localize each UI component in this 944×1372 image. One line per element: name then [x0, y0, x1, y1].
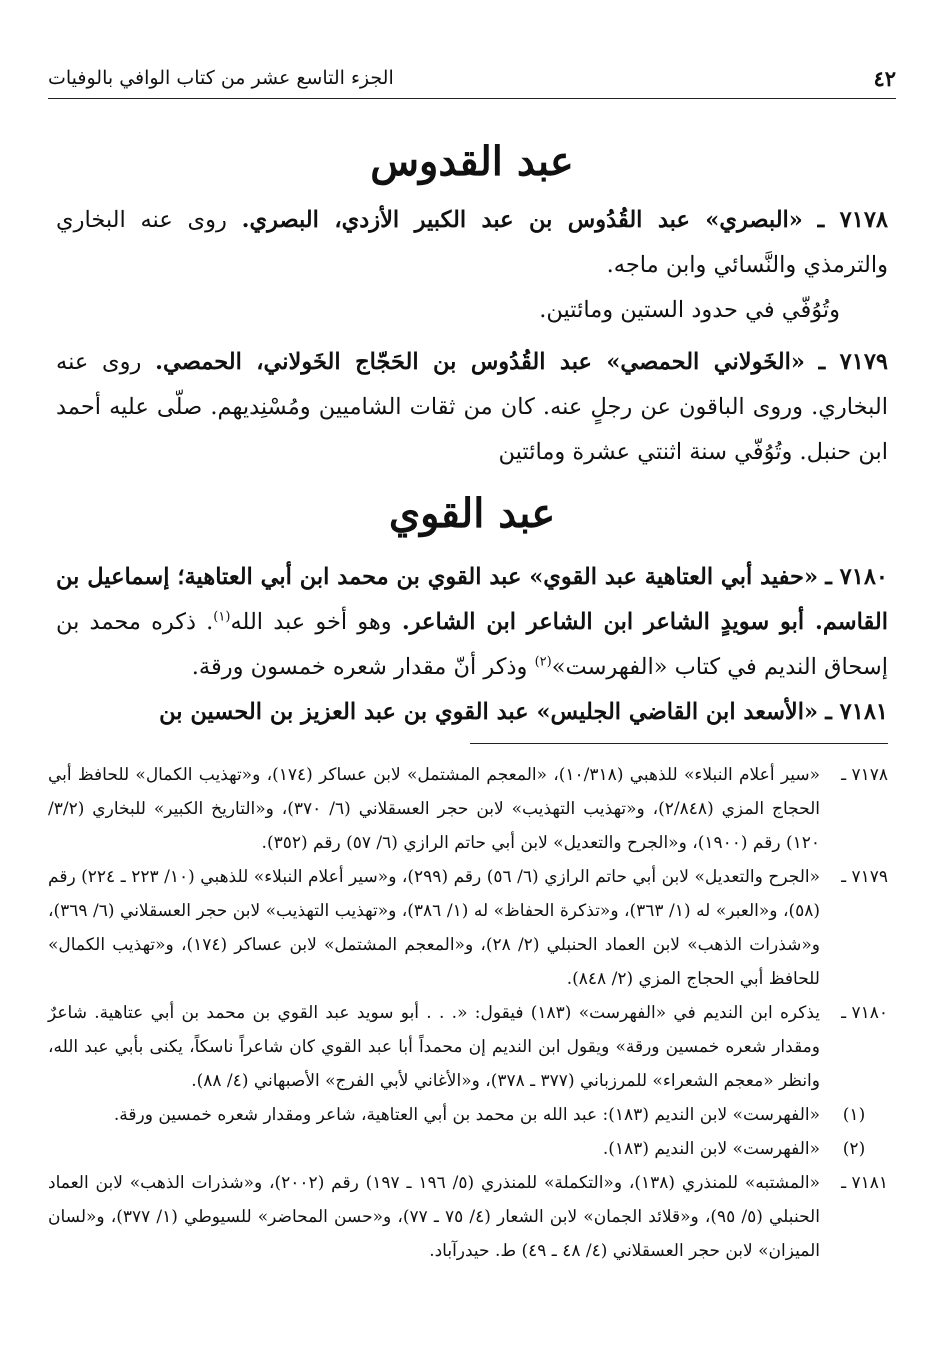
footnote-ref-2[interactable]: (٢): [534, 654, 552, 670]
entry-7181: [56, 690, 888, 735]
note-text: «المشتبه» للمنذري (١٣٨)، و«التكملة» للمنذري (٥/ ١٩٦ ـ ١٩٧) رقم (٢٠٠٢)، و«شذرات الذهب» لابن العماد الحنبلي (٥/ ٩٥)، و«قلائد الجمان» لابن الشعار (٤/ ٧٥ ـ ٧٧)، و«حسن المحاضر» للسيوطي (١/ ٣٧٧)، و«لسان الميزان» لابن حجر العسقلاني (٤/ ٤٨ ـ ٤٩) ط. حيدرآباد.: [48, 1173, 821, 1261]
entry-death: وتُوُفّي في حدود الستين ومائتين.: [539, 297, 840, 323]
entry-text: روى عنه البخاري والترمذي والنَّسائي وابن ماجه.: [56, 207, 888, 278]
footnote-1: [48, 1098, 888, 1132]
running-header: [48, 58, 896, 99]
section-heading-abd-al-quddus: عبد القدوس: [370, 138, 574, 185]
entry-name: «الخَولاني الحمصي» عبد القُدُوس بن الحَجّاج الخَولاني، الحمصي.: [155, 349, 805, 375]
header-title: الجزء التاسع عشر من كتاب الوافي بالوفيات: [48, 67, 394, 89]
note-number: ٧١٨٠ ـ: [841, 1003, 888, 1023]
note-7181: [48, 1166, 888, 1268]
entry-number: ٧١٧٨ ـ: [817, 207, 888, 233]
entry-7178: [56, 198, 888, 333]
footnote-text: «الفهرست» لابن النديم (١٨٣): عبد الله بن محمد بن أبي العتاهية، شاعر ومقدار شعره خمسين ورقة.: [113, 1105, 820, 1125]
footnotes-area: [48, 758, 888, 1268]
entry-name: «الأسعد ابن القاضي الجليس» عبد القوي بن عبد العزيز بن الحسين بن: [159, 699, 819, 725]
note-7179: [48, 860, 888, 996]
footnote-ref-1[interactable]: (١): [213, 609, 231, 625]
note-number: ٧١٨١ ـ: [841, 1173, 888, 1193]
note-7178: [48, 758, 888, 860]
entry-text: وهو أخو عبد الله: [230, 609, 392, 635]
entry-text: وذكر أنّ مقدار شعره خمسون ورقة.: [191, 654, 535, 680]
entry-text: روى عنه البخاري. وروى الباقون عن رجلٍ عنه. كان من ثقات الشاميين ومُسْنِديهم. صلّى عليه أحمد ابن حنبل. وتُوُفّي سنة اثنتي عشرة ومائتين: [56, 349, 888, 465]
entry-7180: [56, 555, 888, 690]
entry-number: ٧١٨٠ ـ: [825, 564, 888, 590]
footnote-separator: [470, 743, 888, 744]
footnote-number: (٢): [842, 1139, 866, 1159]
note-number: ٧١٧٨ ـ: [841, 765, 888, 785]
entry-number: ٧١٧٩ ـ: [818, 349, 888, 375]
note-text: «الجرح والتعديل» لابن أبي حاتم الرازي (٦/ ٥٦) رقم (٢٩٩)، و«سير أعلام النبلاء» للذهبي (١٠/ ٢٢٣ ـ ٢٢٤) رقم (٥٨)، و«العبر» له (١/ ٣٦٣)، و«تذكرة الحفاظ» له (١/ ٣٨٦)، و«تهذيب التهذيب» لابن حجر العسقلاني (٦/ ٣٦٩)، و«شذرات الذهب» لابن العماد الحنبلي (٢/ ٢٨)، و«المعجم المشتمل» لابن عساكر (١٧٤)، و«تهذيب الكمال» للحافظ أبي الحجاج المزي (٢/ ٨٤٨).: [48, 867, 820, 989]
note-text: يذكره ابن النديم في «الفهرست» (١٨٣) فيقول: «. . . أبو سويد عبد القوي بن محمد بن أبي عتاهية. شاعرٌ ومقدار شعره خمسين ورقة» ويقول ابن النديم إن محمداً أبا عبد القوي كان شاعراً ناسكاً، يكنى بأبي عبد الله، وانظر «معجم الشعراء» للمرزباني (٣٧٧ ـ ٣٧٨)، و«الأغاني لأبي الفرج» الأصبهاني (٤/ ٨٨).: [48, 1003, 820, 1091]
entry-7179: [56, 340, 888, 475]
note-text: «سير أعلام النبلاء» للذهبي (١٠/٣١٨)، «المعجم المشتمل» لابن عساكر (١٧٤)، و«تهذيب الكمال» للحافظ أبي الحجاج المزي (٢/٨٤٨)، و«تهذيب التهذيب» لابن حجر العسقلاني (٦/ ٣٧٠)، و«التاريخ الكبير» للبخاري (٣/٢/ ١٢٠) رقم (١٩٠٠)، و«الجرح والتعديل» لابن أبي حاتم الرازي (٦/ ٥٧) رقم (٣٥٢).: [48, 765, 820, 853]
entry-name: «حفيد أبي العتاهية عبد القوي» عبد القوي بن محمد ابن أبي العتاهية؛ إسماعيل بن القاسم. أبو سويدٍ الشاعر ابن الشاعر ابن الشاعر.: [56, 564, 889, 635]
footnote-2: [48, 1132, 888, 1166]
note-number: ٧١٧٩ ـ: [841, 867, 888, 887]
entry-name: «البصري» عبد القُدُوس بن عبد الكبير الأزدي، البصري.: [241, 207, 803, 233]
entry-number: ٧١٨١ ـ: [825, 699, 888, 725]
page-number: ٤٢: [873, 65, 896, 91]
footnote-text: «الفهرست» لابن النديم (١٨٣).: [602, 1139, 820, 1159]
entry-text: . ذكره محمد بن إسحاق النديم في كتاب «الفهرست»: [56, 609, 888, 680]
note-7180: [48, 996, 888, 1098]
footnote-number: (١): [842, 1105, 866, 1125]
section-heading-abd-al-qawi: عبد القوي: [388, 490, 556, 537]
